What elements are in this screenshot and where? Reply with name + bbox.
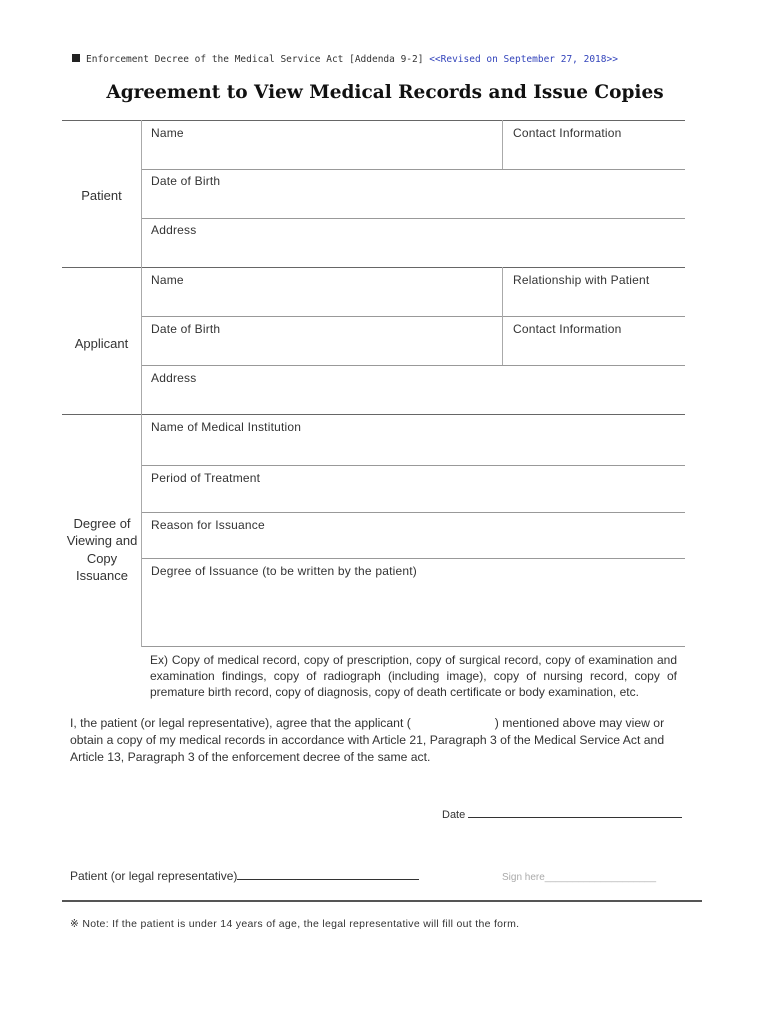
date-label: Date [442,809,466,821]
row-divider [141,365,685,366]
patient-name-field[interactable]: Name [151,126,184,140]
agreement-text-part2: ) mentioned above may view or obtain a copy of my medical records in accordance with Article 21, Paragraph 3 of the Medical Service Act and Article 13, Paragraph 3 of the enforcement decree of the same act. [70,716,665,764]
degree-section-label: Degree of Viewing and Copy Issuance [66,516,138,584]
patient-contact-field[interactable]: Contact Information [513,126,622,140]
signature-label: Patient (or legal representative) [70,869,238,883]
issuance-example-text: Ex) Copy of medical record, copy of prescription, copy of surgical record, copy of examination and examination findings, copy of radiograph (including image), copy of nursing record, copy of premature birth record, copy of diagnosis, copy of death certificate or body examination, etc. [150,653,677,699]
cell-divider [502,267,503,365]
section-divider [62,414,685,415]
signature-name-line[interactable] [237,879,419,880]
footnote: ※ Note: If the patient is under 14 years of age, the legal representative will fill out the form. [70,918,520,930]
table-top-rule [62,120,685,121]
decree-reference [72,54,618,65]
row-divider [141,646,685,647]
footer-rule [62,900,702,902]
agreement-text-part1: I, the patient (or legal representative), agree that the applicant ( [70,716,411,730]
row-divider [141,218,685,219]
issuance-degree-field[interactable]: Degree of Issuance (to be written by the patient) [151,564,417,578]
signature-row [70,869,419,883]
square-bullet-icon [72,54,80,62]
row-divider [141,316,685,317]
patient-section-label: Patient [81,188,122,203]
label-column-divider [141,120,142,647]
applicant-dob-field[interactable]: Date of Birth [151,322,221,336]
agreement-statement [70,715,682,766]
row-divider [141,169,685,170]
treatment-period-field[interactable]: Period of Treatment [151,471,261,485]
row-divider [141,512,685,513]
medical-institution-field[interactable]: Name of Medical Institution [151,420,302,434]
applicant-name-field[interactable]: Name [151,273,184,287]
issuance-reason-field[interactable]: Reason for Issuance [151,518,265,532]
sign-here-field[interactable]: Sign here____________________ [502,872,657,883]
applicant-address-field[interactable]: Address [151,371,197,385]
applicant-section-label: Applicant [74,336,129,351]
patient-dob-field[interactable]: Date of Birth [151,174,221,188]
page-title: Agreement to View Medical Records and Issue Copies [106,82,664,103]
section-divider [62,267,685,268]
row-divider [141,465,685,466]
patient-address-field[interactable]: Address [151,223,197,237]
applicant-relationship-field[interactable]: Relationship with Patient [513,273,650,287]
cell-divider [502,120,503,169]
date-row [442,809,682,821]
decree-prefix: Enforcement Decree of the Medical Service Act [Addenda 9-2] [86,54,424,65]
date-input-line[interactable] [468,817,682,818]
row-divider [141,558,685,559]
applicant-contact-field[interactable]: Contact Information [513,322,622,336]
revision-note: <<Revised on September 27, 2018>> [429,54,618,65]
